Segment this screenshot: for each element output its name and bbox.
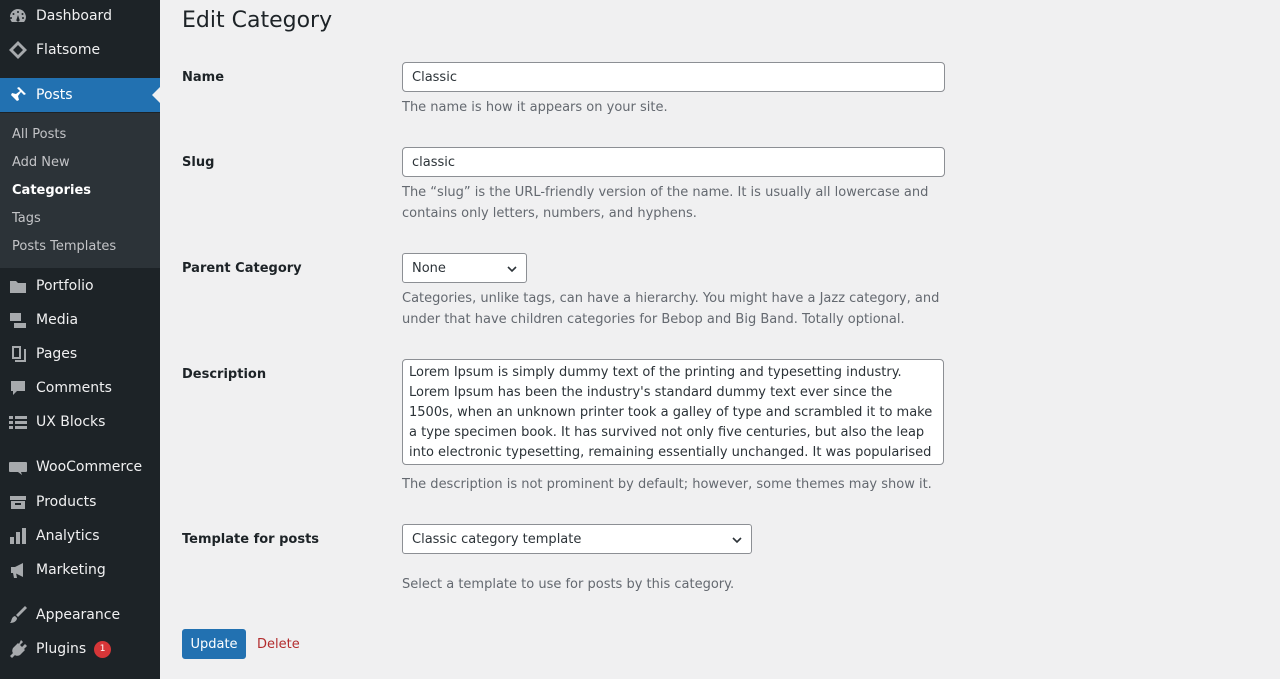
sidebar-item-flatsome[interactable] <box>0 33 160 67</box>
slug-label: Slug <box>182 155 215 170</box>
media-icon <box>0 310 36 330</box>
parent-category-label: Parent Category <box>182 261 302 276</box>
sidebar-item-woocommerce[interactable] <box>0 450 160 484</box>
sidebar-item-label: Appearance <box>36 607 121 623</box>
ux-blocks-icon <box>0 412 36 432</box>
slug-help-text-line1: The “slug” is the URL-friendly version of the name. It is usually all lowercase and <box>402 185 929 200</box>
pages-icon <box>0 344 36 364</box>
submenu-add-new[interactable]: Add New <box>12 155 70 170</box>
submenu-tags[interactable]: Tags <box>12 211 41 226</box>
pin-icon <box>0 85 36 105</box>
sidebar-item-products[interactable] <box>0 485 160 519</box>
sidebar-item-label: Products <box>36 494 97 510</box>
sidebar-item-pages[interactable] <box>0 337 160 371</box>
sidebar-item-media[interactable] <box>0 303 160 337</box>
plugins-update-badge: 1 <box>94 641 111 658</box>
sidebar-item-label: Portfolio <box>36 278 94 294</box>
admin-sidebar <box>0 0 160 679</box>
name-help-text: The name is how it appears on your site. <box>402 100 668 115</box>
sidebar-item-portfolio[interactable] <box>0 269 160 303</box>
description-help-text: The description is not prominent by default; however, some themes may show it. <box>402 477 932 492</box>
comments-icon <box>0 378 36 398</box>
sidebar-item-label: WooCommerce <box>36 459 143 475</box>
template-select[interactable] <box>402 524 752 554</box>
parent-category-selected: None <box>412 260 446 276</box>
sidebar-item-label: Dashboard <box>36 8 112 24</box>
megaphone-icon <box>0 560 36 580</box>
sidebar-item-ux-blocks[interactable] <box>0 405 160 439</box>
page-title: Edit Category <box>182 8 333 33</box>
sidebar-item-comments[interactable] <box>0 371 160 405</box>
chevron-down-icon <box>506 263 518 275</box>
analytics-icon <box>0 526 36 546</box>
sidebar-item-dashboard[interactable] <box>0 0 160 33</box>
sidebar-item-analytics[interactable] <box>0 519 160 553</box>
description-label: Description <box>182 367 267 382</box>
woocommerce-icon <box>0 457 36 477</box>
name-label: Name <box>182 70 225 85</box>
paintbrush-icon <box>0 605 36 625</box>
submenu-all-posts[interactable]: All Posts <box>12 127 67 142</box>
plugin-icon <box>0 639 36 659</box>
delete-link[interactable]: Delete <box>257 637 300 652</box>
sidebar-item-marketing[interactable] <box>0 553 160 587</box>
sidebar-item-label: Pages <box>36 346 78 362</box>
sidebar-item-label: Plugins <box>36 641 87 657</box>
sidebar-item-label: Marketing <box>36 562 106 578</box>
dashboard-icon <box>0 6 36 26</box>
update-button[interactable]: Update <box>182 629 246 659</box>
products-icon <box>0 492 36 512</box>
sidebar-item-plugins[interactable] <box>0 632 160 666</box>
template-help-text: Select a template to use for posts by this category. <box>402 577 735 592</box>
slug-help-text-line2: contains only letters, numbers, and hyphens. <box>402 206 697 221</box>
description-textarea[interactable] <box>402 359 944 465</box>
sidebar-item-appearance[interactable] <box>0 598 160 632</box>
parent-help-text-line2: under that have children categories for Bebop and Big Band. Totally optional. <box>402 312 905 327</box>
sidebar-item-label: Analytics <box>36 528 100 544</box>
sidebar-item-posts[interactable] <box>0 78 160 112</box>
submenu-posts-templates[interactable]: Posts Templates <box>12 239 117 254</box>
parent-category-select[interactable] <box>402 253 527 283</box>
sidebar-item-label: Media <box>36 312 79 328</box>
template-label: Template for posts <box>182 532 320 547</box>
sidebar-item-label: Flatsome <box>36 42 101 58</box>
template-selected: Classic category template <box>412 531 582 547</box>
sidebar-item-label: Comments <box>36 380 112 396</box>
portfolio-icon <box>0 276 36 296</box>
submenu-categories[interactable]: Categories <box>12 183 92 198</box>
name-field[interactable] <box>402 62 945 92</box>
slug-field[interactable] <box>402 147 945 177</box>
sidebar-item-label: Posts <box>36 87 73 103</box>
parent-help-text-line1: Categories, unlike tags, can have a hierarchy. You might have a Jazz category, and <box>402 291 940 306</box>
sidebar-item-label: UX Blocks <box>36 414 106 430</box>
main-content <box>160 0 1280 679</box>
chevron-down-icon <box>731 534 743 546</box>
posts-submenu <box>0 113 160 268</box>
flatsome-icon <box>0 40 36 60</box>
